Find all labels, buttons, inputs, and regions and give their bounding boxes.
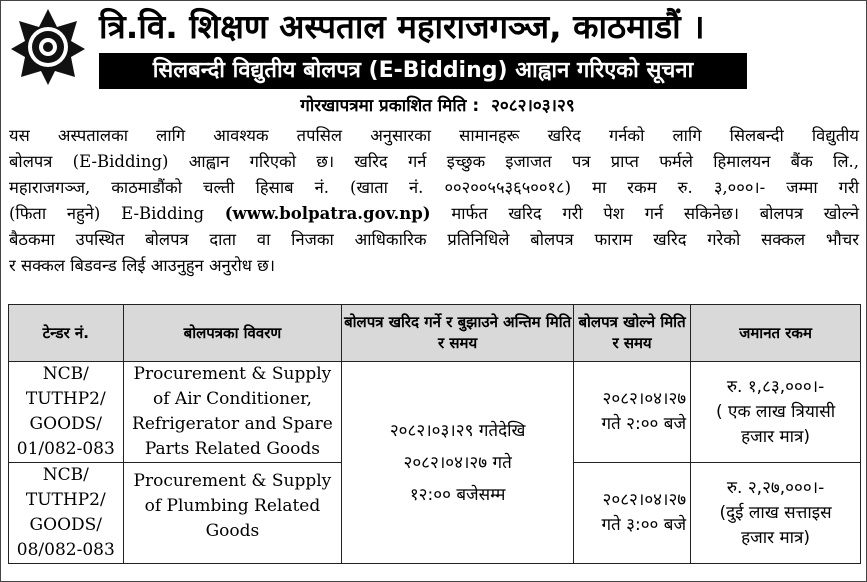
university-logo-icon xyxy=(9,7,87,87)
body-line: बैठकमा उपस्थित बोलपत्र दाता वा निजका आधिकारिक प्रतिनिधिले बोलपत्र फाराम खरिद गरेको सक्कल भौचर xyxy=(9,230,859,249)
body-line: बोलपत्र (E-Bidding) आह्वान गरिएको छ। खरिद गर्न इच्छुक इजाजत पत्र प्राप्त फर्मले हिमालयन बैंक लि., xyxy=(9,152,859,171)
notice-subtitle: सिलबन्दी विद्युतीय बोलपत्र (E-Bidding) आह्वान गरिएको सूचना xyxy=(99,53,747,89)
table-header-row xyxy=(9,305,861,362)
opening-cell: २०८२।०४।२७ गते ३:०० बजे xyxy=(574,463,691,564)
amount-cell: रु. २,२७,०००।- (दुई लाख सत्ताइस हजार मात्र) xyxy=(691,463,861,564)
publication-date xyxy=(1,93,867,116)
amount-cell: रु. १,८३,०००।- ( एक लाख त्रियासी हजार मात्र) xyxy=(691,362,861,463)
header-opening: बोलपत्र खोल्ने मिति र समय xyxy=(574,305,691,362)
tender-no-cell: NCB/ TUTHP2/ GOODS/ 01/082-083 xyxy=(9,362,124,463)
body-line-4b: मार्फत खरिद गरी पेश गर्न सकिनेछ। बोलपत्र खोल्ने xyxy=(451,204,859,223)
description-cell: Procurement & Supply of Air Conditioner, Refrigerator and Spare Parts Related Goods xyxy=(123,362,342,463)
opening-cell: २०८२।०४।२७ गते २:०० बजे xyxy=(574,362,691,463)
tender-no-cell: NCB/ TUTHP2/ GOODS/ 08/082-083 xyxy=(9,463,124,564)
body-line: यस अस्पतालका लागि आवश्यक तपसिल अनुसारका सामानहरू खरिद गर्नको लागि सिलबन्दी विद्युतीय xyxy=(9,126,859,145)
body-line xyxy=(9,201,859,227)
notice-body xyxy=(9,123,859,279)
table-row xyxy=(9,362,861,463)
tender-table xyxy=(8,304,861,564)
header-bid-security: जमानत रकम xyxy=(691,305,861,362)
purchase-window-cell: २०८२।०३।२९ गतेदेखि २०८२।०४।२७ गते १२:०० बजेसम्म xyxy=(342,362,574,564)
publication-label: गोरखापत्रमा प्रकाशित मिति : xyxy=(300,96,480,116)
description-cell: Procurement & Supply of Plumbing Related Goods xyxy=(123,463,342,564)
header-description: बोलपत्रका विवरण xyxy=(123,305,342,362)
bolpatra-link[interactable]: (www.bolpatra.gov.np) xyxy=(224,204,431,223)
header-tender-no: टेन्डर नं. xyxy=(9,305,124,362)
hospital-title: त्रि.वि. शिक्षण अस्पताल महाराजगञ्ज, काठमाडौं । xyxy=(99,7,705,46)
header-purchase-deadline: बोलपत्र खरिद गर्ने र बुझाउने अन्तिम मिति र समय xyxy=(342,305,574,362)
publication-value: २०८२।०३।२९ xyxy=(491,96,575,116)
body-line: र सक्कल बिडवन्ड लिई आउनुहुन अनुरोध छ। xyxy=(9,256,275,275)
body-line: महाराजगञ्ज, काठमाडौंको चल्ती हिसाब नं. (खाता नं. ००२००५५३६५००१८) मा रकम रु. ३,०००।- जम्मा गरी xyxy=(9,178,859,197)
body-line-4a: (फिता नहुने) E-Bidding xyxy=(9,204,205,223)
